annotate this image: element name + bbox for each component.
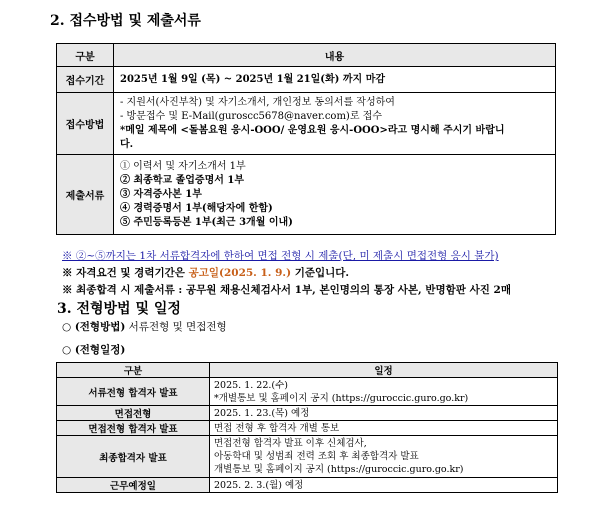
method-line-3: *메일 제목에 <돌봄요원 응시-OOO/ 운영요원 응시-OOO>라고 명시해 주시기 바랍니 — [120, 124, 505, 136]
schedule-label-2: 면접전형 — [57, 406, 210, 421]
note-2-post: 기준입니다. — [291, 267, 350, 279]
method-line-4: 다. — [120, 138, 134, 150]
section-2-title: 2. 접수방법 및 제출서류 — [50, 13, 201, 29]
doc-item-1: ① 이력서 및 자기소개서 1부 — [120, 160, 246, 172]
schedule-cell-4 — [210, 436, 558, 478]
schedule-label: ○ (전형일정) — [62, 344, 126, 356]
method-label: ○ (전형방법) — [62, 321, 126, 333]
doc-item-5: ⑤ 주민등록등본 1부(최근 3개월 이내) — [120, 216, 293, 228]
method-line — [62, 319, 227, 334]
submission-table — [56, 43, 556, 235]
method-content — [114, 93, 556, 155]
schedule-cell-5 — [210, 478, 558, 493]
schedule-label-1: 서류전형 합격자 발표 — [57, 378, 210, 406]
schedule-header-category: 구분 — [57, 363, 210, 378]
schedule-cell-1 — [210, 378, 558, 406]
schedule-line: 개별통보 및 홈페이지 공지 (https://guroccic.guro.go.kr) — [214, 464, 464, 475]
note-3: ※ 최종합격 시 제출서류 : 공무원 채용신체검사서 1부, 본인명의의 통장 사본, 반명함판 사진 2매 — [62, 284, 511, 296]
schedule-line: 2025. 2. 3.(월) 예정 — [214, 479, 304, 491]
doc-item-3: ③ 자격증사본 1부 — [120, 188, 202, 200]
schedule-line: 2025. 1. 23.(목) 예정 — [214, 407, 310, 419]
schedule-table — [56, 362, 558, 493]
table-header-content: 내용 — [114, 44, 556, 67]
table-header-category: 구분 — [57, 44, 114, 67]
schedule-label-5: 근무예정일 — [57, 478, 210, 493]
row-label-method: 접수방법 — [57, 93, 114, 155]
schedule-line: 2025. 1. 22.(수) — [214, 379, 288, 391]
note-2 — [62, 265, 349, 280]
schedule-label-4: 최종합격자 발표 — [57, 436, 210, 478]
schedule-cell-2 — [210, 406, 558, 421]
schedule-line: 아동학대 및 성범죄 전력 조회 후 최종합격자 발표 — [214, 451, 419, 462]
schedule-line: 면접 전형 후 합격자 개별 통보 — [214, 422, 340, 434]
note-2-highlight: 공고일(2025. 1. 9.) — [188, 267, 292, 279]
doc-item-2: ② 최종학교 졸업증명서 1부 — [120, 174, 245, 186]
schedule-header-date: 일정 — [210, 363, 558, 378]
section-3-title: 3. 전형방법 및 일정 — [57, 301, 181, 317]
row-label-docs: 제출서류 — [57, 155, 114, 235]
docs-content — [114, 155, 556, 235]
schedule-cell-3 — [210, 421, 558, 436]
schedule-line: *개별통보 및 홈페이지 공지 (https://guroccic.guro.go.kr) — [214, 392, 469, 404]
method-line-2: - 방문접수 및 E-Mail(guroscc5678@naver.com)로 접수 — [120, 110, 382, 122]
schedule-line: 면접전형 합격자 발표 이후 신체검사, — [214, 438, 367, 449]
schedule-label-3: 면접전형 합격자 발표 — [57, 421, 210, 436]
row-label-period: 접수기간 — [57, 67, 114, 93]
note-1: ※ ②~⑤까지는 1차 서류합격자에 한하여 면접 전형 시 제출(단, 미 제출시 면접전형 응시 불가) — [62, 250, 499, 262]
method-line-1: - 지원서(사진부착) 및 자기소개서, 개인정보 동의서를 작성하여 — [120, 96, 395, 108]
method-text: 서류전형 및 면접전형 — [125, 321, 227, 333]
period-text: 2025년 1월 9일 (목) ~ 2025년 1월 21일(화) 까지 마감 — [114, 67, 556, 93]
doc-item-4: ④ 경력증명서 1부(해당자에 한함) — [120, 202, 273, 214]
note-2-pre: ※ 자격요건 및 경력기간은 — [62, 267, 189, 279]
